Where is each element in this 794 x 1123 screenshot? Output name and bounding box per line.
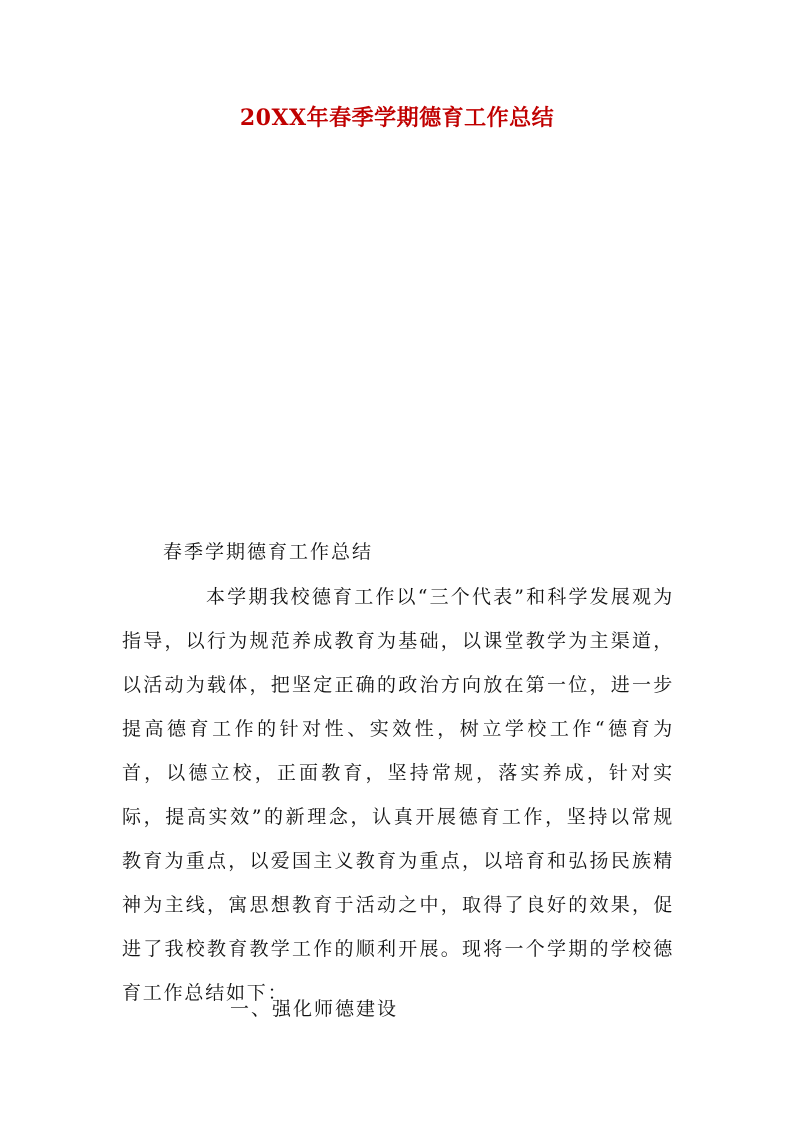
section-heading: 一、强化师德建设: [230, 998, 399, 1020]
body-paragraph: 本学期我校德育工作以“三个代表”和科学发展观为指导，以行为规范养成教育为基础，以课堂教学为主渠道，以活动为载体，把坚定正确的政治方向放在第一位，进一步提高德育工作的针对性、实效性，树立学校工作“德育为首，以德立校，正面教育，坚持常规，落实养成，针对实际，提高实效”的新理念，认真开展德育工作，坚持以常规教育为重点，以爱国主义教育为重点，以培育和弘扬民族精神为主线，寓思想教育于活动之中，取得了良好的效果，促进了我校教育教学工作的顺利开展。现将一个学期的学校德育工作总结如下：: [122, 586, 674, 1004]
document-title: 20XX年春季学期德育工作总结: [239, 105, 555, 131]
document-subtitle: 春季学期德育工作总结: [163, 541, 374, 563]
